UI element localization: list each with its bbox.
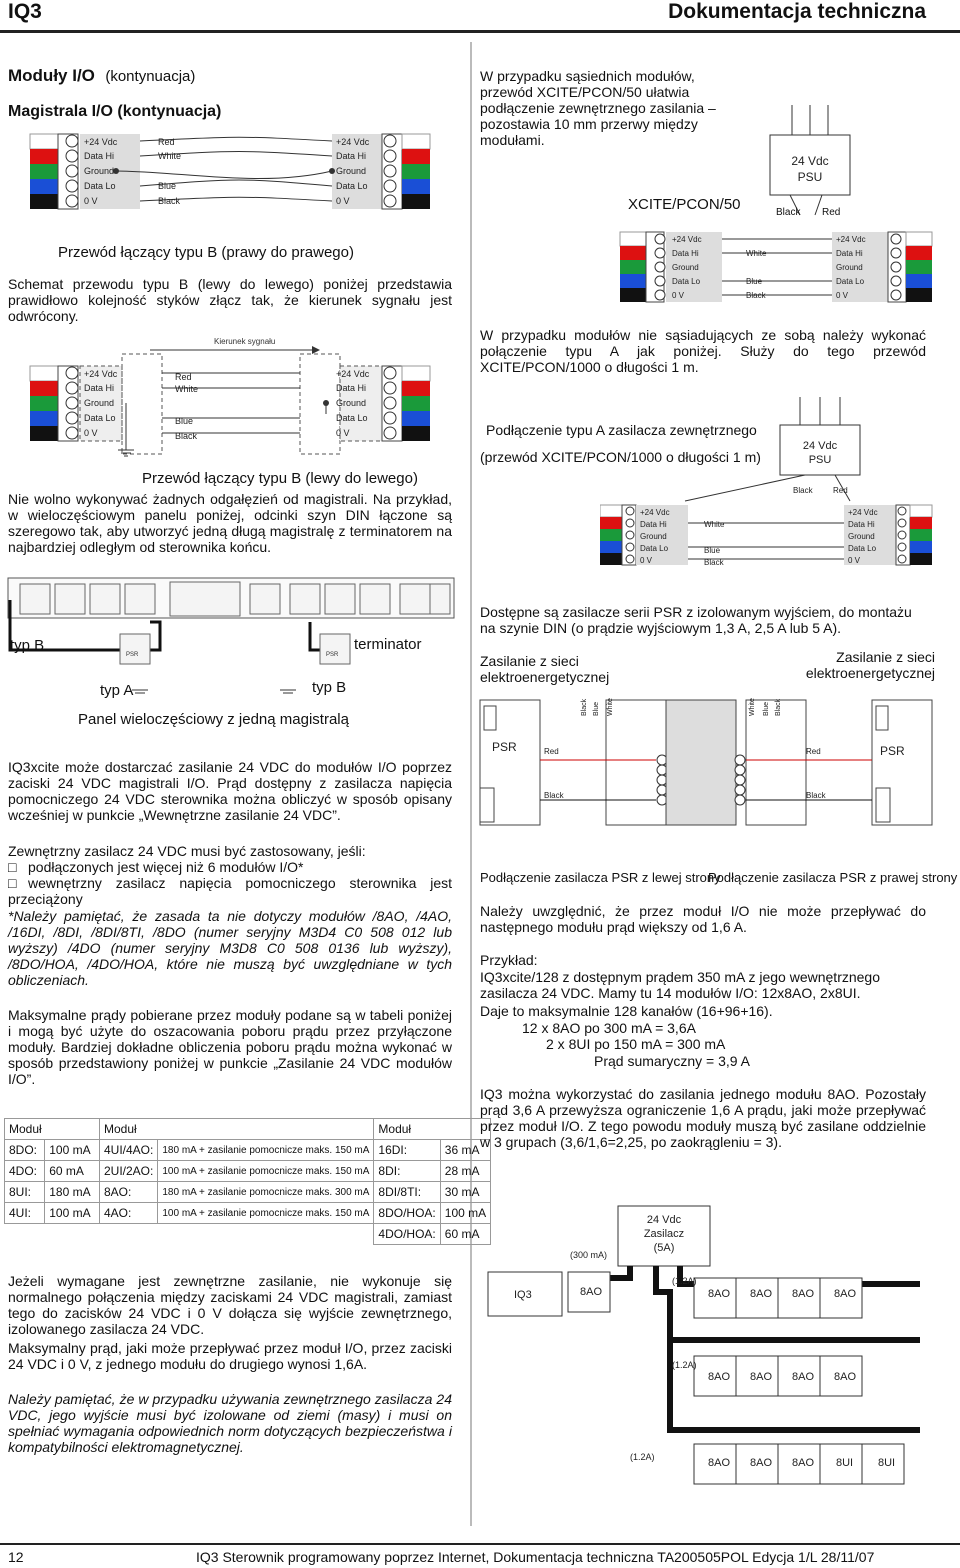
isolation-paragraph: Należy pamiętać, że w przypadku używania zewnętrznego zasilacza 24 VDC, jego wyjście musi być izolowane od ziemi (masy) i musi on spełniać wymagania odpowiednich norm dotyczących bezpieczeństwa i kompatybilności elektromagnetycznej. bbox=[8, 1391, 452, 1455]
ao-box-label: 8AO bbox=[708, 1457, 731, 1469]
nonadjacent-paragraph: W przypadku modułów nie sąsiadujących ze sobą należy wykonać połączenie typu A jak poniżej. Służy do tego przewód XCITE/PCON/1000 o długości 1 m. bbox=[480, 327, 926, 375]
caption-multi-panel: Panel wieloczęściowy z jedną magistralą bbox=[78, 711, 349, 728]
wire-black-label: Black bbox=[776, 207, 801, 218]
svg-text:0 V: 0 V bbox=[836, 291, 849, 300]
external-intro: Zewnętrzny zasilacz 24 VDC musi być zastosowany, jeśli: bbox=[8, 843, 366, 859]
header-rule bbox=[0, 30, 960, 33]
note-italic: *Należy pamiętać, że zasada ta nie dotyczy modułów /8AO, /4AO, /16DI, /8DI, /8DI/8TI, /8DO (numer seryjny M3D4 C0 508 012 lub wyższy) /4DO (numer seryjny M3D8 C0 508 0136 lub wyższy), /8DO/HOA, /4DO/HOA, które nie muszą być uwzględniane w tych obliczeniach. bbox=[8, 908, 452, 988]
current-table bbox=[4, 1118, 491, 1245]
ui-box-label: 8UI bbox=[878, 1457, 896, 1469]
svg-text:Black: Black bbox=[175, 431, 198, 441]
svg-text:Black: Black bbox=[158, 196, 181, 206]
psu-line-1: 24 Vdc bbox=[646, 1214, 682, 1226]
ao-box-label: 8AO bbox=[750, 1288, 773, 1300]
svg-text:Blue: Blue bbox=[704, 546, 721, 555]
psr-right-label: PSR bbox=[880, 744, 905, 758]
adjacent-paragraph: W przypadku sąsiednich modułów, przewód XCITE/PCON/50 ułatwia podłączenie zewnętrznego zasilania – pozostawia 10 mm przerwy między modułami. bbox=[480, 68, 716, 148]
table-row: 8DO: 100 mA 4UI/4AO: 180 mA + zasilanie pomocnicze maks. 150 mA 16DI: 36 mA bbox=[5, 1140, 491, 1161]
cable-a-external-diagram bbox=[600, 395, 960, 575]
bullet-2: □ wewnętrzny zasilacz napięcia pomocniczego sterownika jest przeciążony bbox=[8, 875, 452, 907]
iq3-paragraph: IQ3 można wykorzystać do zasilania jednego modułu 8AO. Pozostały prąd 3,6 A przewyższa ograniczenie 1,6 A prądu, jaki może przepływać przez moduł I/O. Z tego powodu moduły muszą być zasilane oddzielnie w 3 grupach (3,6/1,6=2,25, po zaokrągleniu = 3). bbox=[480, 1086, 926, 1150]
svg-text:Data Hi: Data Hi bbox=[336, 151, 367, 161]
svg-text:0 V: 0 V bbox=[336, 428, 350, 438]
svg-text:Red: Red bbox=[158, 137, 175, 147]
ma300-label: (300 mA) bbox=[570, 1250, 608, 1260]
label-terminator: terminator bbox=[354, 636, 422, 653]
subsection-title: Magistrala I/O (kontynuacja) bbox=[8, 103, 222, 120]
table-row: 8UI: 180 mA 8AO: 180 mA + zasilanie pomocnicze maks. 300 mA 8DI/8TI: 30 mA bbox=[5, 1182, 491, 1203]
psr-left-label: PSR bbox=[492, 740, 517, 754]
psr-connection-diagram bbox=[476, 690, 956, 830]
svg-text:Ground: Ground bbox=[336, 398, 367, 408]
psr-left-red: Red bbox=[544, 747, 559, 756]
no-branch-paragraph: Nie wolno wykonywać żadnych odgałęzień od magistrali. Na przykład, w wieloczęściowym panelu poniżej, odcinki szyn DIN łączone są szeregowo tak, aby utworzyć jedną długą magistralę z terminatorem na najbardziej odległym od sterownika końcu. bbox=[8, 491, 452, 555]
table-row: 4DO/HOA: 60 mA bbox=[5, 1224, 491, 1245]
svg-text:Data Hi: Data Hi bbox=[84, 383, 115, 393]
label-typ-a: typ A bbox=[100, 682, 134, 699]
table-row: 4DO: 60 mA 2UI/2AO: 100 mA + zasilanie pomocnicze maks. 150 mA 8DI: 28 mA bbox=[5, 1161, 491, 1182]
svg-text:+24 Vdc: +24 Vdc bbox=[336, 137, 370, 147]
table-header-cell: Moduł bbox=[5, 1119, 100, 1140]
svg-text:Data Hi: Data Hi bbox=[84, 151, 115, 161]
psr-wire-left-black: Black bbox=[581, 698, 588, 716]
example-title: Przykład: bbox=[480, 952, 538, 968]
svg-text:+24 Vdc: +24 Vdc bbox=[836, 235, 866, 244]
psr-left-black: Black bbox=[544, 791, 564, 800]
type-a-subtitle: (przewód XCITE/PCON/1000 o długości 1 m) bbox=[480, 449, 761, 465]
label-typ-b-1: typ B bbox=[10, 637, 45, 654]
left-connector-colors bbox=[30, 134, 58, 209]
svg-text:Data Lo: Data Lo bbox=[640, 544, 669, 553]
psr-left-caption: Podłączenie zasilacza PSR z lewej strony bbox=[480, 870, 721, 885]
example-line-4: 2 x 8UI po 150 mA = 300 mA bbox=[546, 1036, 726, 1052]
psr-label-b: PSR bbox=[326, 652, 339, 658]
module-grouping-diagram bbox=[480, 1200, 960, 1500]
amp-label-2: (1.2A) bbox=[672, 1360, 697, 1370]
ao-box-label: 8AO bbox=[750, 1371, 773, 1383]
psr-label-a: PSR bbox=[126, 652, 139, 658]
ao-box-label: 8AO bbox=[834, 1288, 857, 1300]
schematic-paragraph: Schemat przewodu typu B (lewy do lewego) poniżej przedstawia prawidłowo kolejność styków złącz tak, że kierunek sygnału jest odwrócony. bbox=[8, 276, 452, 324]
ao-box-label: 8AO bbox=[834, 1371, 857, 1383]
psr-wire-left-white: White bbox=[607, 698, 614, 716]
svg-text:+24 Vdc: +24 Vdc bbox=[640, 508, 670, 517]
ao-box-label: 8AO bbox=[708, 1371, 731, 1383]
label-typ-b-2: typ B bbox=[312, 679, 347, 696]
amp-label-3: (1.2A) bbox=[630, 1452, 655, 1462]
psr-wire-right-white: White bbox=[749, 698, 756, 716]
max-current-paragraph: Maksymalne prądy pobierane przez moduły podane są w tabeli poniżej i mogą być użyte do oszacowania poboru prądu przez przyłączone moduły. Bardziej dokładne obliczenia poboru prądu można wykonać w sposób przedstawiony poniżej w punkcie „Zasilanie 24 VDC modułów I/O”. bbox=[8, 1007, 452, 1087]
note-current-paragraph: Należy uwzględnić, że przez moduł I/O nie może przepływać do następnego modułu prąd większy od 1,6 A. bbox=[480, 903, 926, 935]
psu-line-3: (5A) bbox=[653, 1242, 675, 1254]
no-internal-paragraph: Jeżeli wymagane jest zewnętrzne zasilanie, nie wykonuje się normalnego połączenia między zaciskami 24 VDC magistrali, zamiast tego do zacisków 24 VDC i 0 V dołącza się wyjście zewnętrznego, izolowanego zasilacza 24 VDC. bbox=[8, 1273, 452, 1337]
section-title-main: Moduły I/O bbox=[8, 66, 95, 85]
table-header-cell: Moduł bbox=[100, 1119, 374, 1140]
ao-box-label: 8AO bbox=[792, 1371, 815, 1383]
mid-red-label: Red bbox=[833, 486, 848, 495]
ao-box-label: 8AO bbox=[750, 1457, 773, 1469]
svg-text:Ground: Ground bbox=[336, 166, 367, 176]
svg-text:Blue: Blue bbox=[746, 277, 763, 286]
psr-wire-right-black: Black bbox=[775, 698, 782, 716]
amp-label-1: (1.2A) bbox=[672, 1276, 697, 1286]
ao-box-label: 8AO bbox=[708, 1288, 731, 1300]
example-line-2: Daje to maksymalnie 128 kanałów (16+96+16). bbox=[480, 1003, 773, 1019]
table-header-cell: Moduł bbox=[374, 1119, 491, 1140]
example-line-1: IQ3xcite/128 z dostępnym prądem 350 mA z jego wewnętrznego zasilacza 24 VDC. Mamy tu 14 modułów I/O: 12x8AO, 2x8UI. bbox=[480, 969, 880, 1001]
signal-direction-label: Kierunek sygnału bbox=[214, 337, 276, 346]
table-row: 4UI: 100 mA 4AO: 100 mA + zasilanie pomocnicze maks. 150 mA 8DO/HOA: 100 mA bbox=[5, 1203, 491, 1224]
example-line-5: Prąd sumaryczny = 3,9 A bbox=[594, 1053, 751, 1069]
psr-paragraph: Dostępne są zasilacze serii PSR z izolowanym wyjściem, do montażu na szynie DIN (o prądzie wyjściowym 1,3 A, 2,5 A lub 5 A). bbox=[480, 604, 912, 636]
svg-text:Red: Red bbox=[175, 372, 192, 382]
svg-text:Ground: Ground bbox=[84, 166, 115, 176]
ao-box-label: 8AO bbox=[792, 1288, 815, 1300]
psu-top-line2: PSU bbox=[797, 170, 823, 184]
svg-text:Blue: Blue bbox=[158, 181, 177, 191]
type-a-title: Podłączenie typu A zasilacza zewnętrznego bbox=[486, 422, 757, 438]
svg-text:Data Lo: Data Lo bbox=[84, 413, 116, 423]
psr-right-red: Red bbox=[806, 747, 821, 756]
svg-text:Data Lo: Data Lo bbox=[672, 277, 701, 286]
svg-text:Data Hi: Data Hi bbox=[848, 520, 875, 529]
section-title-cont: (kontynuacja) bbox=[105, 68, 196, 85]
svg-text:Data Hi: Data Hi bbox=[336, 383, 367, 393]
psr-right-caption: Podłączenie zasilacza PSR z prawej strony bbox=[708, 870, 958, 885]
psr-wire-left-blue: Blue bbox=[593, 701, 600, 716]
svg-text:White: White bbox=[158, 151, 182, 161]
example-line-3: 12 x 8AO po 300 mA = 3,6A bbox=[522, 1020, 696, 1036]
mid-black-label: Black bbox=[793, 486, 813, 495]
svg-text:White: White bbox=[704, 520, 725, 529]
bullet-box-icon: □ bbox=[8, 859, 17, 875]
svg-text:Data Hi: Data Hi bbox=[836, 249, 863, 258]
svg-text:Ground: Ground bbox=[640, 532, 667, 541]
header-right-title: Dokumentacja techniczna bbox=[668, 0, 926, 23]
column-divider bbox=[470, 42, 472, 1526]
svg-text:Data Lo: Data Lo bbox=[836, 277, 865, 286]
footer-text: IQ3 Sterownik programowany poprzez Internet, Dokumentacja techniczna TA200505POL Edycja 1/L 28/11/07 bbox=[196, 1549, 875, 1565]
svg-text:Black: Black bbox=[704, 558, 724, 567]
svg-text:0 V: 0 V bbox=[336, 196, 350, 206]
svg-text:0 V: 0 V bbox=[672, 291, 685, 300]
footer-rule bbox=[0, 1543, 960, 1545]
svg-text:Data Hi: Data Hi bbox=[640, 520, 667, 529]
caption-cable-b-left: Przewód łączący typu B (lewy do lewego) bbox=[142, 470, 418, 487]
svg-text:Data Lo: Data Lo bbox=[336, 413, 368, 423]
svg-text:Ground: Ground bbox=[848, 532, 875, 541]
svg-text:White: White bbox=[746, 249, 767, 258]
psu-mid-line1: 24 Vdc bbox=[802, 440, 838, 452]
psr-wire-right-blue: Blue bbox=[763, 701, 770, 716]
section-title bbox=[8, 66, 195, 86]
svg-text:0 V: 0 V bbox=[640, 556, 653, 565]
svg-text:+24 Vdc: +24 Vdc bbox=[84, 137, 118, 147]
svg-text:+24 Vdc: +24 Vdc bbox=[848, 508, 878, 517]
ao-box-label: 8AO bbox=[792, 1457, 815, 1469]
power-paragraph: IQ3xcite może dostarczać zasilanie 24 VDC do modułów I/O poprzez zaciski 24 VDC magistrali I/O. Prąd dostępny z zasilacza napięcia pomocniczego 24 VDC sterownika można obliczyć w sposób opisany wcześniej w punkcie „Wewnętrzne zasilanie 24 VDC”. bbox=[8, 759, 452, 823]
svg-text:White: White bbox=[175, 384, 199, 394]
psu-line-2: Zasilacz bbox=[643, 1228, 685, 1240]
table-header-row bbox=[5, 1119, 491, 1140]
iq3-box-label: IQ3 bbox=[514, 1289, 532, 1301]
mains-left-label: Zasilanie z sieci elektroenergetycznej bbox=[480, 653, 610, 685]
page-number: 12 bbox=[8, 1549, 24, 1565]
psu-mid-line2: PSU bbox=[808, 454, 832, 466]
caption-cable-b-right: Przewód łączący typu B (prawy do prawego) bbox=[58, 244, 354, 261]
header-left-title: IQ3 bbox=[8, 0, 42, 23]
svg-text:Blue: Blue bbox=[175, 416, 194, 426]
svg-text:Data Lo: Data Lo bbox=[848, 544, 877, 553]
svg-text:0 V: 0 V bbox=[84, 428, 98, 438]
svg-text:Ground: Ground bbox=[672, 263, 699, 272]
max-flow-paragraph: Maksymalny prąd, jaki może przepływać przez moduł I/O, przez zaciski 24 VDC i 0 V, z jednego modułu do drugiego wynosi 1,6A. bbox=[8, 1340, 452, 1372]
svg-text:+24 Vdc: +24 Vdc bbox=[672, 235, 702, 244]
svg-text:Data Lo: Data Lo bbox=[84, 181, 116, 191]
cable-b-right-diagram bbox=[0, 128, 470, 216]
bullet-box-icon: □ bbox=[8, 875, 17, 891]
bullet-1: □ podłączonych jest więcej niż 6 modułów I/O* bbox=[8, 859, 304, 875]
cable-b-left-diagram bbox=[0, 334, 470, 464]
svg-text:+24 Vdc: +24 Vdc bbox=[84, 369, 118, 379]
ao-box-label: 8AO bbox=[580, 1286, 603, 1298]
svg-text:Data Lo: Data Lo bbox=[336, 181, 368, 191]
psu-top-line1: 24 Vdc bbox=[791, 154, 829, 168]
xcite50-label: XCITE/PCON/50 bbox=[628, 196, 741, 213]
cable-a-adjacent-diagram bbox=[600, 222, 960, 310]
ui-box-label: 8UI bbox=[836, 1457, 854, 1469]
psr-right-black: Black bbox=[806, 791, 826, 800]
svg-text:0 V: 0 V bbox=[84, 196, 98, 206]
svg-text:Ground: Ground bbox=[836, 263, 863, 272]
svg-text:Black: Black bbox=[746, 291, 766, 300]
mains-right-label: Zasilanie z sieci elektroenergetycznej bbox=[805, 649, 935, 681]
svg-text:0 V: 0 V bbox=[848, 556, 861, 565]
svg-text:Ground: Ground bbox=[84, 398, 115, 408]
svg-text:+24 Vdc: +24 Vdc bbox=[336, 369, 370, 379]
wire-red-label: Red bbox=[822, 207, 841, 218]
svg-text:Data Hi: Data Hi bbox=[672, 249, 699, 258]
